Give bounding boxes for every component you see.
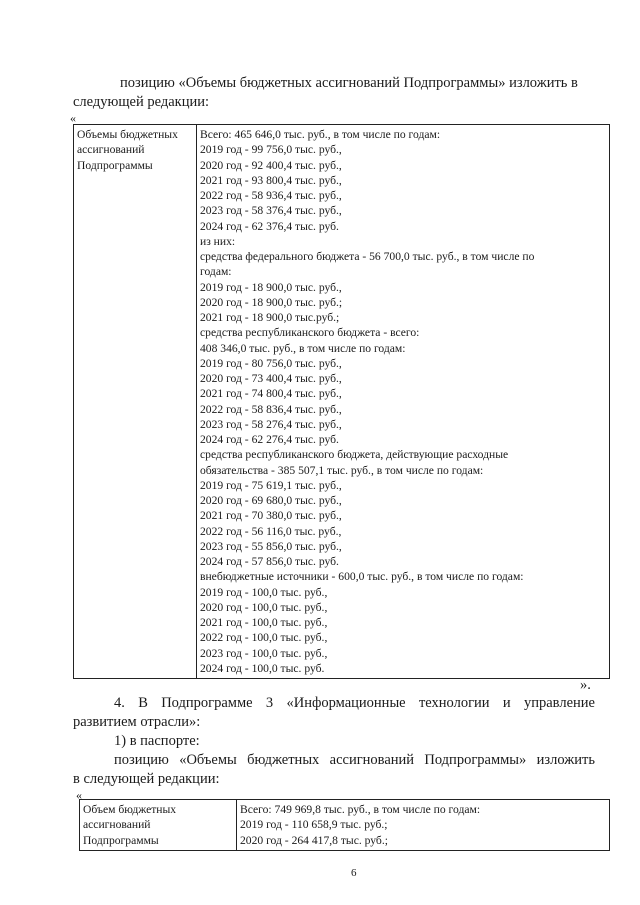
table-content-line: средства республиканского бюджета - всего: — [200, 326, 420, 340]
table-content-line: 2022 год - 56 116,0 тыс. руб., — [200, 524, 342, 538]
closing-quote: ». — [580, 677, 591, 693]
table-content-line: 2024 год - 62 376,4 тыс. руб. — [200, 219, 339, 233]
paragraph-line: следующей редакции: — [73, 94, 210, 110]
word: бюджетных — [247, 752, 320, 768]
word: ассигнований — [329, 752, 415, 768]
table-content-line: 2024 год - 62 276,4 тыс. руб. — [200, 433, 339, 446]
table-content-line: Всего: 465 646,0 тыс. руб., в том числе по годам: — [200, 128, 441, 141]
table-content-line: 2024 год - 57 856,0 тыс. руб. — [200, 555, 339, 568]
table-content-line: 2019 год - 75 619,1 тыс. руб., — [200, 478, 342, 492]
table-content-line: 2019 год - 80 756,0 тыс. руб., — [200, 356, 342, 370]
word: изложить — [536, 752, 595, 768]
word: «Объемы — [179, 752, 237, 768]
table-label-line: Объем бюджетных — [83, 803, 177, 816]
table-content-line: 2020 год - 18 900,0 тыс. руб.; — [200, 295, 343, 309]
table-content-line: внебюджетные источники - 600,0 тыс. руб., в том числе по годам: — [200, 570, 524, 584]
table-content-line: 2019 год - 100,0 тыс. руб., — [200, 585, 328, 599]
table-content-line: 2024 год - 100,0 тыс. руб. — [200, 661, 325, 675]
table-content-line: 2020 год - 73 400,4 тыс. руб., — [200, 372, 342, 385]
table-content-line: 408 346,0 тыс. руб., в том числе по годам: — [200, 341, 406, 355]
opening-quote: « — [70, 111, 76, 125]
budget-table-subprogram — [73, 124, 610, 679]
paragraph-line: в следующей редакции: — [73, 771, 220, 787]
table-content-line: 2023 год - 55 856,0 тыс. руб., — [200, 539, 342, 553]
table-content-line: средства республиканского бюджета, действующие расходные — [200, 448, 509, 462]
word: позицию — [114, 752, 169, 768]
table-content-line: 2021 год - 18 900,0 тыс.руб.; — [200, 311, 340, 324]
table-content-line: 2020 год - 264 417,8 тыс. руб.; — [240, 833, 388, 847]
word: технологии — [418, 695, 490, 711]
page-number: 6 — [351, 867, 357, 879]
table-content-line: 2020 год - 69 680,0 тыс. руб., — [200, 494, 342, 507]
paragraph-line: 1) в паспорте: — [114, 733, 200, 749]
table-label-line: Подпрограммы — [83, 833, 159, 847]
word: и — [502, 695, 511, 711]
table-content-line: 2023 год - 100,0 тыс. руб., — [200, 646, 328, 660]
table-content-line: 2020 год - 100,0 тыс. руб., — [200, 600, 328, 614]
opening-quote: « — [76, 788, 82, 802]
table-content-line: 2019 год - 99 756,0 тыс. руб., — [200, 143, 342, 157]
table-content-line: 2023 год - 58 276,4 тыс. руб., — [200, 417, 342, 431]
word: 4. — [114, 695, 125, 711]
paragraph-line — [114, 694, 595, 712]
table-content-line: обязательства - 385 507,1 тыс. руб., в том числе по годам: — [200, 463, 484, 477]
table-content-cell — [237, 800, 610, 851]
table-content-line: из них: — [200, 234, 236, 248]
table-content-line: 2021 год - 70 380,0 тыс. руб., — [200, 509, 342, 523]
table-content-line: 2020 год - 92 400,4 тыс. руб., — [200, 158, 342, 172]
table-content-line: 2019 год - 110 658,9 тыс. руб.; — [240, 818, 388, 832]
paragraph-line: позицию «Объемы бюджетных ассигнований Подпрограммы» изложить в — [120, 75, 578, 91]
word: управление — [523, 695, 595, 711]
table-label-line: Объемы бюджетных — [77, 128, 178, 141]
table-content-line: средства федерального бюджета - 56 700,0 тыс. руб., в том числе по — [200, 250, 535, 263]
word: «Информационные — [286, 695, 406, 711]
table-content-line: Всего: 749 969,8 тыс. руб., в том числе по годам: — [240, 803, 481, 816]
table-content-line: 2022 год - 58 836,4 тыс. руб., — [200, 402, 342, 416]
word: Подпрограмме — [161, 695, 253, 711]
table-content-line: годам: — [200, 265, 232, 279]
table-content-cell — [197, 125, 610, 679]
table-content-line: 2021 год - 74 800,4 тыс. руб., — [200, 387, 342, 401]
table-content-line: 2022 год - 100,0 тыс. руб., — [200, 631, 328, 645]
table-label-line: ассигнований — [77, 143, 145, 157]
table-content-line: 2021 год - 93 800,4 тыс. руб., — [200, 173, 342, 187]
table-content-line: 2022 год - 58 936,4 тыс. руб., — [200, 189, 342, 202]
word: 3 — [265, 695, 274, 711]
table-content-line: 2023 год - 58 376,4 тыс. руб., — [200, 204, 342, 218]
table-label-cell — [74, 125, 197, 679]
word: В — [138, 695, 148, 711]
paragraph-line — [114, 751, 595, 769]
table-content-line: 2019 год - 18 900,0 тыс. руб., — [200, 280, 342, 294]
table-label-cell — [80, 800, 237, 851]
budget-table-subprogram-3 — [79, 799, 610, 851]
table-label-line: ассигнований — [83, 818, 151, 832]
word: Подпрограммы» — [424, 752, 527, 768]
paragraph-line: развитием отрасли»: — [73, 714, 201, 730]
table-label-line: Подпрограммы — [77, 158, 153, 172]
table-content-line: 2021 год - 100,0 тыс. руб., — [200, 616, 328, 629]
